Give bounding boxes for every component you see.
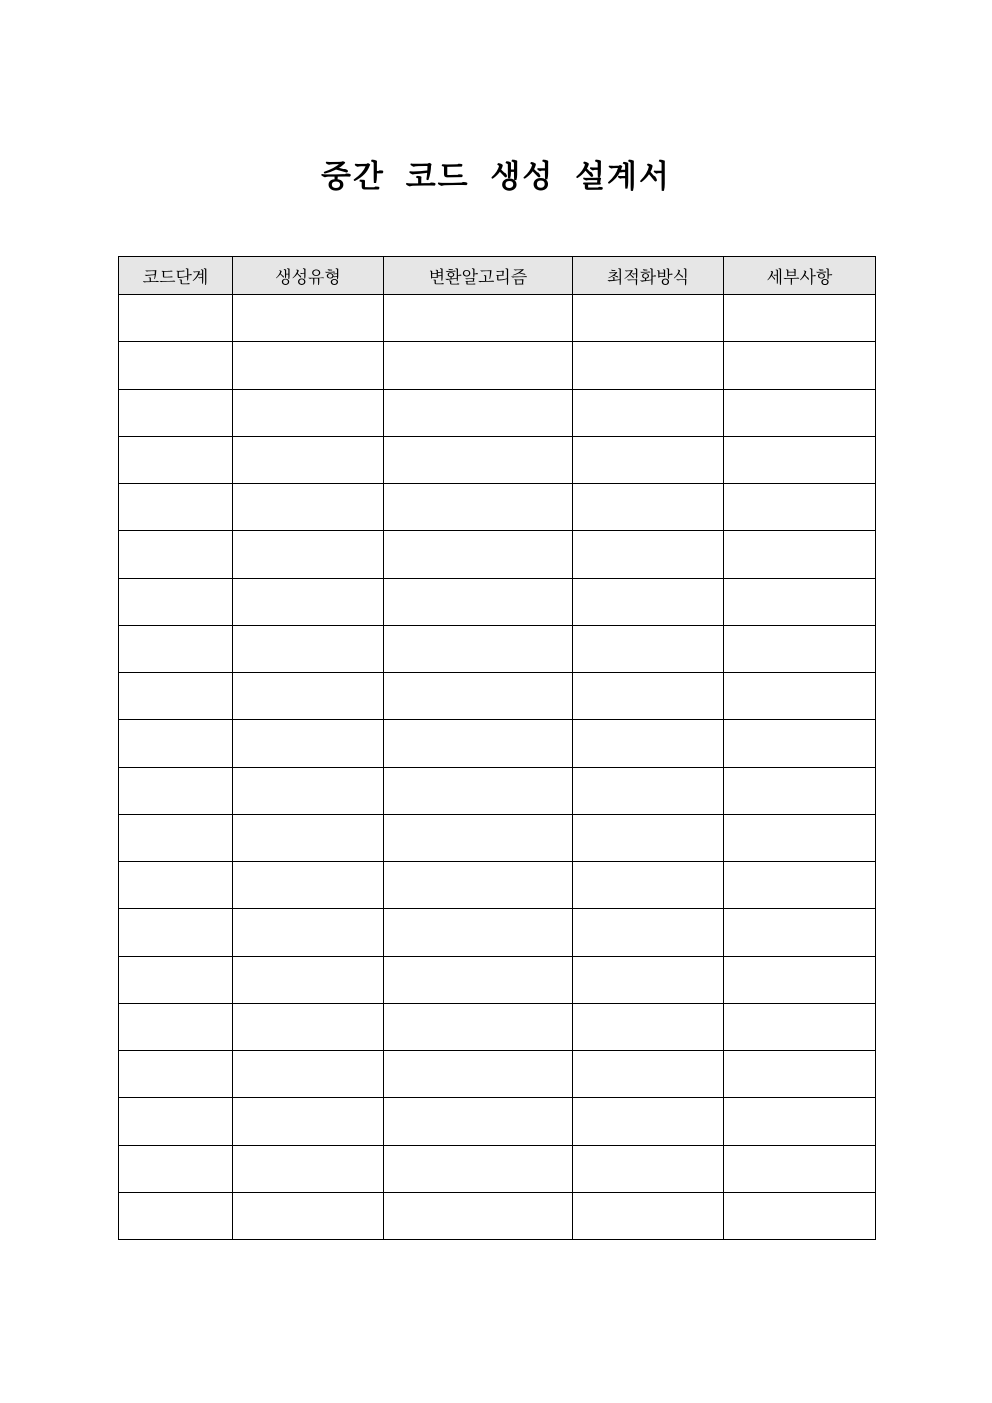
cell-optimization-method[interactable] xyxy=(573,1003,724,1050)
cell-code-stage[interactable] xyxy=(119,342,233,389)
cell-optimization-method[interactable] xyxy=(573,295,724,342)
cell-details[interactable] xyxy=(724,625,876,672)
cell-details[interactable] xyxy=(724,720,876,767)
cell-details[interactable] xyxy=(724,909,876,956)
table-row xyxy=(119,1098,876,1145)
cell-conversion-algorithm[interactable] xyxy=(384,342,573,389)
cell-optimization-method[interactable] xyxy=(573,625,724,672)
cell-generation-type[interactable] xyxy=(233,862,384,909)
cell-optimization-method[interactable] xyxy=(573,531,724,578)
cell-generation-type[interactable] xyxy=(233,484,384,531)
table-row xyxy=(119,625,876,672)
cell-generation-type[interactable] xyxy=(233,1145,384,1192)
cell-code-stage[interactable] xyxy=(119,814,233,861)
cell-conversion-algorithm[interactable] xyxy=(384,578,573,625)
cell-conversion-algorithm[interactable] xyxy=(384,625,573,672)
table-row xyxy=(119,484,876,531)
header-row xyxy=(119,257,876,295)
cell-code-stage[interactable] xyxy=(119,909,233,956)
header-details: 세부사항 xyxy=(724,257,876,295)
header-conversion-algorithm: 변환알고리즘 xyxy=(384,257,573,295)
cell-generation-type[interactable] xyxy=(233,436,384,483)
cell-details[interactable] xyxy=(724,1098,876,1145)
cell-details[interactable] xyxy=(724,1003,876,1050)
cell-details[interactable] xyxy=(724,295,876,342)
cell-generation-type[interactable] xyxy=(233,720,384,767)
table-row xyxy=(119,1145,876,1192)
cell-code-stage[interactable] xyxy=(119,1145,233,1192)
cell-generation-type[interactable] xyxy=(233,814,384,861)
table-header xyxy=(119,257,876,295)
cell-optimization-method[interactable] xyxy=(573,767,724,814)
table-body xyxy=(119,295,876,1240)
table-row xyxy=(119,1192,876,1239)
cell-code-stage[interactable] xyxy=(119,625,233,672)
cell-optimization-method[interactable] xyxy=(573,389,724,436)
page-title: 중간 코드 생성 설계서 xyxy=(321,158,671,195)
cell-code-stage[interactable] xyxy=(119,1003,233,1050)
cell-code-stage[interactable] xyxy=(119,720,233,767)
cell-conversion-algorithm[interactable] xyxy=(384,720,573,767)
cell-generation-type[interactable] xyxy=(233,342,384,389)
cell-conversion-algorithm[interactable] xyxy=(384,1145,573,1192)
table-row xyxy=(119,1003,876,1050)
cell-optimization-method[interactable] xyxy=(573,1098,724,1145)
cell-generation-type[interactable] xyxy=(233,295,384,342)
table-row xyxy=(119,436,876,483)
cell-code-stage[interactable] xyxy=(119,1192,233,1239)
cell-optimization-method[interactable] xyxy=(573,814,724,861)
cell-code-stage[interactable] xyxy=(119,767,233,814)
cell-optimization-method[interactable] xyxy=(573,484,724,531)
table-row xyxy=(119,767,876,814)
table-row xyxy=(119,342,876,389)
cell-code-stage[interactable] xyxy=(119,389,233,436)
cell-generation-type[interactable] xyxy=(233,1003,384,1050)
cell-generation-type[interactable] xyxy=(233,956,384,1003)
cell-generation-type[interactable] xyxy=(233,673,384,720)
table-row xyxy=(119,1051,876,1098)
cell-conversion-algorithm[interactable] xyxy=(384,1098,573,1145)
table-row xyxy=(119,909,876,956)
cell-details[interactable] xyxy=(724,484,876,531)
cell-optimization-method[interactable] xyxy=(573,956,724,1003)
header-code-stage: 코드단계 xyxy=(119,257,233,295)
cell-code-stage[interactable] xyxy=(119,1051,233,1098)
cell-details[interactable] xyxy=(724,1051,876,1098)
cell-details[interactable] xyxy=(724,1192,876,1239)
cell-details[interactable] xyxy=(724,1145,876,1192)
cell-details[interactable] xyxy=(724,862,876,909)
cell-details[interactable] xyxy=(724,814,876,861)
table-row xyxy=(119,673,876,720)
cell-details[interactable] xyxy=(724,673,876,720)
cell-conversion-algorithm[interactable] xyxy=(384,767,573,814)
cell-conversion-algorithm[interactable] xyxy=(384,909,573,956)
table-row xyxy=(119,389,876,436)
cell-optimization-method[interactable] xyxy=(573,673,724,720)
cell-details[interactable] xyxy=(724,767,876,814)
table-row xyxy=(119,720,876,767)
cell-generation-type[interactable] xyxy=(233,1192,384,1239)
cell-generation-type[interactable] xyxy=(233,389,384,436)
cell-optimization-method[interactable] xyxy=(573,342,724,389)
cell-code-stage[interactable] xyxy=(119,295,233,342)
cell-conversion-algorithm[interactable] xyxy=(384,531,573,578)
cell-code-stage[interactable] xyxy=(119,484,233,531)
cell-conversion-algorithm[interactable] xyxy=(384,862,573,909)
cell-details[interactable] xyxy=(724,436,876,483)
cell-code-stage[interactable] xyxy=(119,673,233,720)
header-optimization-method: 최적화방식 xyxy=(573,257,724,295)
cell-conversion-algorithm[interactable] xyxy=(384,295,573,342)
cell-conversion-algorithm[interactable] xyxy=(384,956,573,1003)
table-row xyxy=(119,531,876,578)
cell-conversion-algorithm[interactable] xyxy=(384,1192,573,1239)
cell-conversion-algorithm[interactable] xyxy=(384,814,573,861)
cell-generation-type[interactable] xyxy=(233,625,384,672)
cell-details[interactable] xyxy=(724,342,876,389)
cell-conversion-algorithm[interactable] xyxy=(384,389,573,436)
cell-optimization-method[interactable] xyxy=(573,578,724,625)
design-table xyxy=(118,256,876,1240)
table-row xyxy=(119,956,876,1003)
header-generation-type: 생성유형 xyxy=(233,257,384,295)
cell-generation-type[interactable] xyxy=(233,578,384,625)
cell-code-stage[interactable] xyxy=(119,531,233,578)
table-row xyxy=(119,295,876,342)
cell-generation-type[interactable] xyxy=(233,531,384,578)
cell-optimization-method[interactable] xyxy=(573,1145,724,1192)
cell-code-stage[interactable] xyxy=(119,1098,233,1145)
table-row xyxy=(119,814,876,861)
cell-code-stage[interactable] xyxy=(119,436,233,483)
cell-details[interactable] xyxy=(724,956,876,1003)
cell-details[interactable] xyxy=(724,531,876,578)
cell-optimization-method[interactable] xyxy=(573,862,724,909)
cell-code-stage[interactable] xyxy=(119,862,233,909)
cell-optimization-method[interactable] xyxy=(573,720,724,767)
cell-conversion-algorithm[interactable] xyxy=(384,673,573,720)
table-row xyxy=(119,862,876,909)
cell-conversion-algorithm[interactable] xyxy=(384,1003,573,1050)
cell-generation-type[interactable] xyxy=(233,767,384,814)
cell-details[interactable] xyxy=(724,389,876,436)
cell-optimization-method[interactable] xyxy=(573,1192,724,1239)
cell-generation-type[interactable] xyxy=(233,909,384,956)
cell-optimization-method[interactable] xyxy=(573,909,724,956)
cell-code-stage[interactable] xyxy=(119,956,233,1003)
cell-conversion-algorithm[interactable] xyxy=(384,436,573,483)
cell-optimization-method[interactable] xyxy=(573,1051,724,1098)
cell-conversion-algorithm[interactable] xyxy=(384,1051,573,1098)
cell-details[interactable] xyxy=(724,578,876,625)
cell-conversion-algorithm[interactable] xyxy=(384,484,573,531)
table-row xyxy=(119,578,876,625)
cell-code-stage[interactable] xyxy=(119,578,233,625)
cell-generation-type[interactable] xyxy=(233,1098,384,1145)
cell-generation-type[interactable] xyxy=(233,1051,384,1098)
cell-optimization-method[interactable] xyxy=(573,436,724,483)
